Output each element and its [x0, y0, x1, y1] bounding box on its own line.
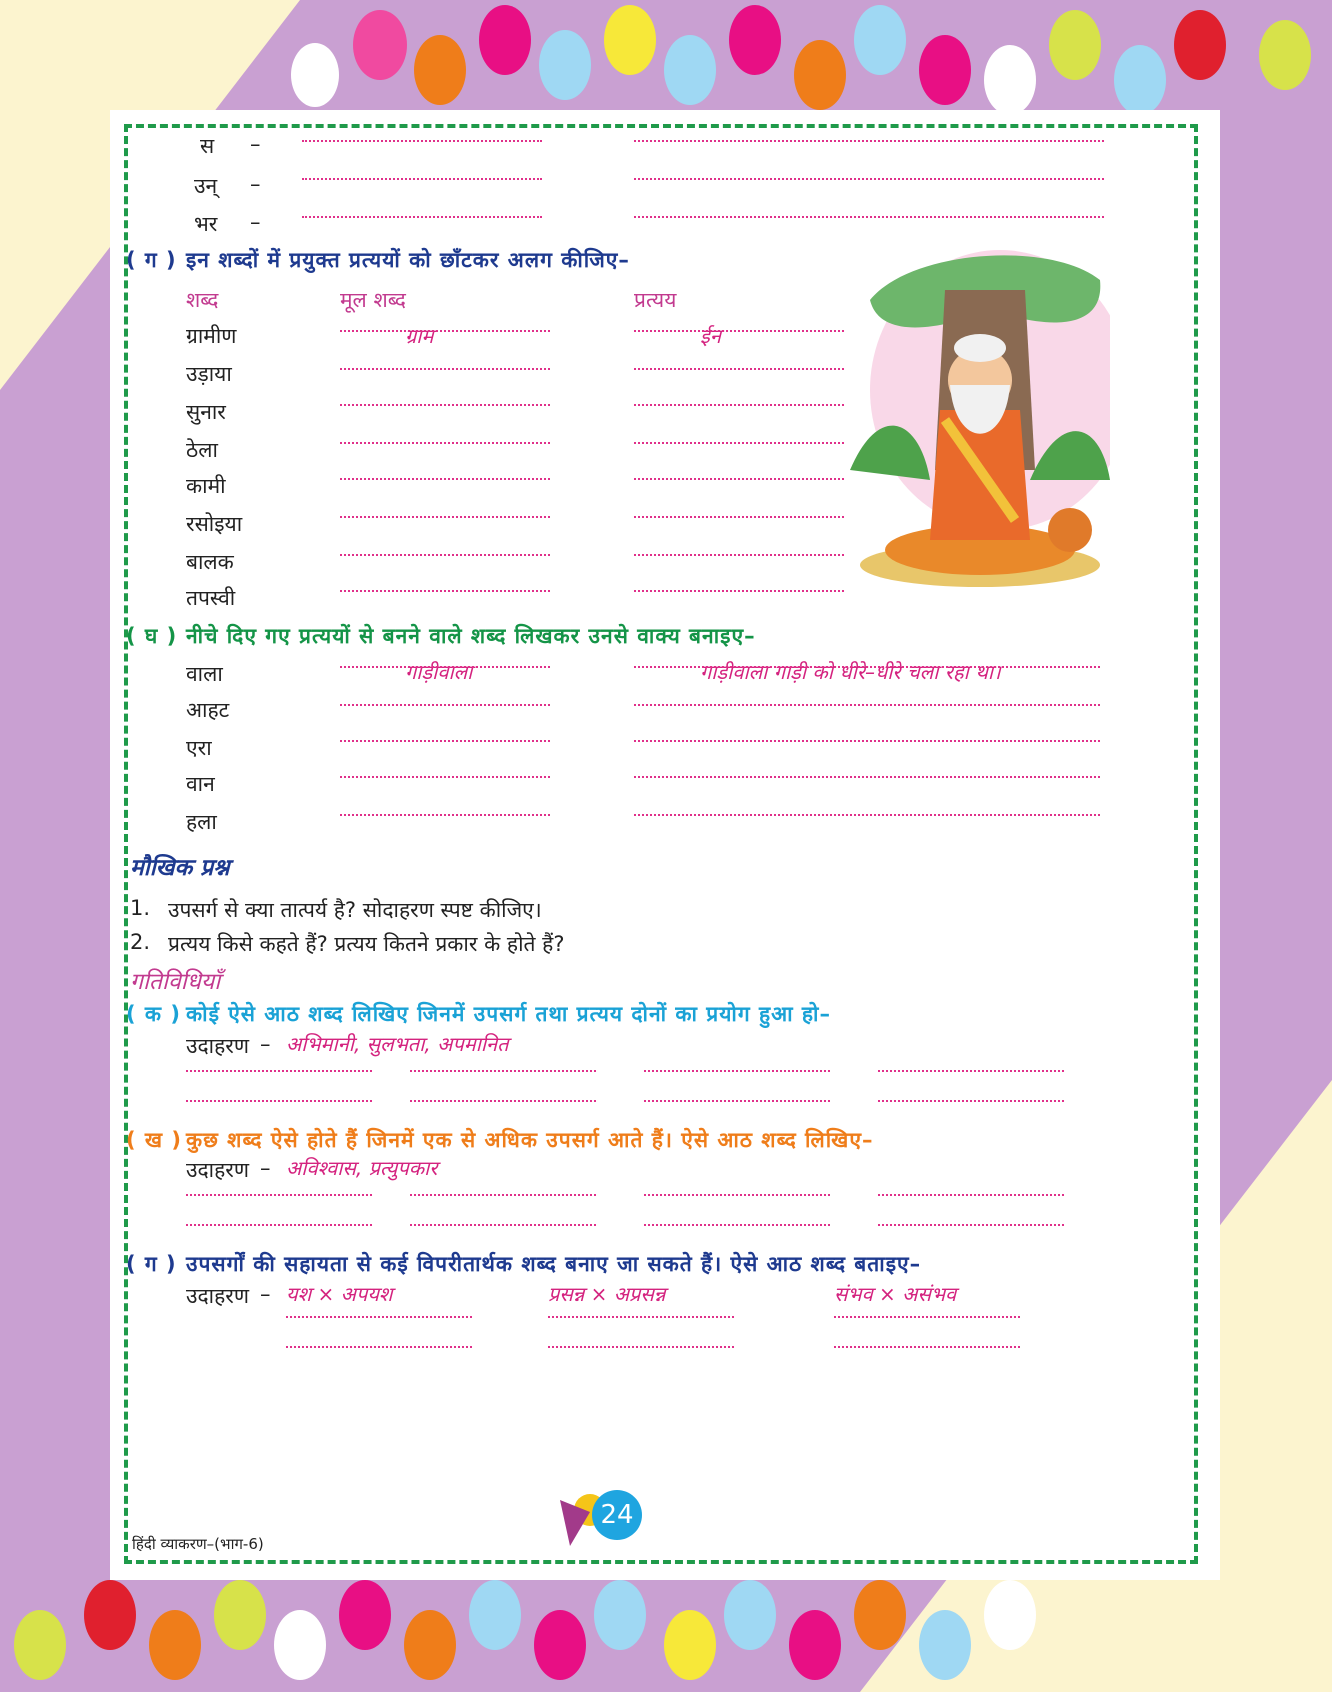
blank-line[interactable]: [340, 368, 550, 370]
sage-illustration: [850, 240, 1110, 600]
word: बालक: [186, 550, 234, 574]
top-row-label: भर: [194, 212, 218, 236]
blank-line[interactable]: [410, 1070, 596, 1072]
blank-line[interactable]: [634, 330, 844, 332]
blank-line[interactable]: [634, 590, 844, 592]
blank-line[interactable]: [548, 1346, 734, 1348]
blank-line[interactable]: [186, 1194, 372, 1196]
suffix: हला: [186, 810, 217, 834]
blank-line[interactable]: [302, 216, 542, 218]
blank-line[interactable]: [878, 1224, 1064, 1226]
example-answer: ग्राम: [405, 324, 434, 348]
section-instruction: कुछ शब्द ऐसे होते हैं जिनमें एक से अधिक उपसर्ग आते हैं। ऐसे आठ शब्द लिखिए–: [186, 1128, 874, 1152]
word: ठेला: [186, 438, 218, 462]
dash: –: [250, 172, 261, 196]
blank-line[interactable]: [410, 1194, 596, 1196]
book-title: हिंदी व्याकरण–(भाग-6): [132, 1535, 264, 1553]
example-words: अविश्वास, प्रत्युपकार: [286, 1156, 438, 1180]
blank-line[interactable]: [878, 1194, 1064, 1196]
blank-line[interactable]: [634, 516, 844, 518]
section-label: ( घ ): [126, 624, 178, 648]
dash: –: [250, 132, 261, 156]
blank-line[interactable]: [634, 776, 1100, 778]
word: तपस्वी: [186, 586, 236, 610]
example-label: उदाहरण: [186, 1284, 250, 1308]
blank-line[interactable]: [834, 1346, 1020, 1348]
blank-line[interactable]: [878, 1070, 1064, 1072]
top-row-label: उन्: [194, 174, 218, 198]
blank-line[interactable]: [340, 404, 550, 406]
blank-line[interactable]: [634, 478, 844, 480]
blank-line[interactable]: [410, 1100, 596, 1102]
section-instruction: नीचे दिए गए प्रत्ययों से बनने वाले शब्द लिखकर उनसे वाक्य बनाइए–: [186, 624, 756, 648]
column-header: प्रत्यय: [634, 288, 677, 312]
blank-line[interactable]: [186, 1100, 372, 1102]
blank-line[interactable]: [634, 554, 844, 556]
word: उड़ाया: [186, 362, 232, 386]
activities-heading: गतिविधियाँ: [130, 969, 221, 995]
example-label: उदाहरण: [186, 1158, 250, 1182]
blank-line[interactable]: [340, 740, 550, 742]
blank-line[interactable]: [340, 666, 550, 668]
blank-line[interactable]: [634, 368, 844, 370]
word: ग्रामीण: [186, 324, 237, 348]
blank-line[interactable]: [340, 814, 550, 816]
worksheet-page: [110, 110, 1220, 1580]
blank-line[interactable]: [340, 554, 550, 556]
blank-line[interactable]: [634, 216, 1104, 218]
blank-line[interactable]: [644, 1224, 830, 1226]
blank-line[interactable]: [340, 704, 550, 706]
blank-line[interactable]: [634, 666, 1100, 668]
dash: –: [260, 1282, 271, 1306]
suffix: एरा: [186, 736, 212, 760]
blank-line[interactable]: [644, 1194, 830, 1196]
blank-line[interactable]: [340, 590, 550, 592]
suffix: आहट: [186, 698, 230, 722]
question-number: 1.: [130, 896, 151, 920]
section-instruction: कोई ऐसे आठ शब्द लिखिए जिनमें उपसर्ग तथा प्रत्यय दोनों का प्रयोग हुआ हो–: [186, 1002, 831, 1026]
blank-line[interactable]: [410, 1224, 596, 1226]
dash: –: [260, 1032, 271, 1056]
column-header: शब्द: [186, 288, 219, 312]
blank-line[interactable]: [634, 140, 1104, 142]
suffix: वान: [186, 772, 215, 796]
blank-line[interactable]: [286, 1346, 472, 1348]
antonym-example: प्रसन्न × अप्रसन्न: [548, 1282, 666, 1306]
section-label: ( ख ): [126, 1128, 182, 1152]
blank-line[interactable]: [340, 776, 550, 778]
blank-line[interactable]: [340, 330, 550, 332]
blank-line[interactable]: [634, 178, 1104, 180]
blank-line[interactable]: [340, 516, 550, 518]
blank-line[interactable]: [644, 1070, 830, 1072]
dash: –: [260, 1156, 271, 1180]
blank-line[interactable]: [644, 1100, 830, 1102]
blank-line[interactable]: [634, 704, 1100, 706]
antonym-example: यश × अपयश: [286, 1282, 393, 1306]
word: सुनार: [186, 400, 226, 424]
section-label: ( ग ): [126, 1252, 177, 1276]
blank-line[interactable]: [634, 404, 844, 406]
section-instruction: इन शब्दों में प्रयुक्त प्रत्ययों को छाँटकर अलग कीजिए–: [186, 248, 630, 272]
word: रसोइया: [186, 512, 243, 536]
example-label: उदाहरण: [186, 1034, 250, 1058]
blank-line[interactable]: [286, 1316, 472, 1318]
blank-line[interactable]: [634, 814, 1100, 816]
blank-line[interactable]: [878, 1100, 1064, 1102]
blank-line[interactable]: [634, 740, 1100, 742]
example-answer: गाड़ीवाला: [405, 660, 473, 684]
blank-line[interactable]: [834, 1316, 1020, 1318]
section-label: ( ग ): [126, 248, 177, 272]
top-row-label: स: [200, 134, 215, 158]
page-number: 24: [600, 1500, 634, 1530]
dash: –: [250, 210, 261, 234]
blank-line[interactable]: [340, 478, 550, 480]
antonym-example: संभव × असंभव: [834, 1282, 957, 1306]
question-number: 2.: [130, 930, 151, 954]
example-words: अभिमानी, सुलभता, अपमानित: [286, 1032, 509, 1056]
oral-questions-heading: मौखिक प्रश्न: [130, 855, 230, 881]
question-text: प्रत्यय किसे कहते हैं? प्रत्यय कितने प्रकार के होते हैं?: [168, 932, 565, 956]
word: कामी: [186, 474, 226, 498]
blank-line[interactable]: [634, 442, 844, 444]
column-header: मूल शब्द: [340, 288, 406, 312]
example-answer: गाड़ीवाला गाड़ी को धीरे–धीरे चला रहा था।: [700, 660, 1001, 684]
section-label: ( क ): [126, 1002, 181, 1026]
blank-line[interactable]: [340, 442, 550, 444]
blank-line[interactable]: [186, 1070, 372, 1072]
question-text: उपसर्ग से क्या तात्पर्य है? सोदाहरण स्पष्ट कीजिए।: [168, 898, 542, 922]
blank-line[interactable]: [302, 178, 542, 180]
blank-line[interactable]: [186, 1224, 372, 1226]
blank-line[interactable]: [302, 140, 542, 142]
section-instruction: उपसर्गों की सहायता से कई विपरीतार्थक शब्द बनाए जा सकते हैं। ऐसे आठ शब्द बताइए–: [186, 1252, 922, 1276]
example-answer: ईन: [700, 324, 721, 348]
suffix: वाला: [186, 662, 223, 686]
blank-line[interactable]: [548, 1316, 734, 1318]
